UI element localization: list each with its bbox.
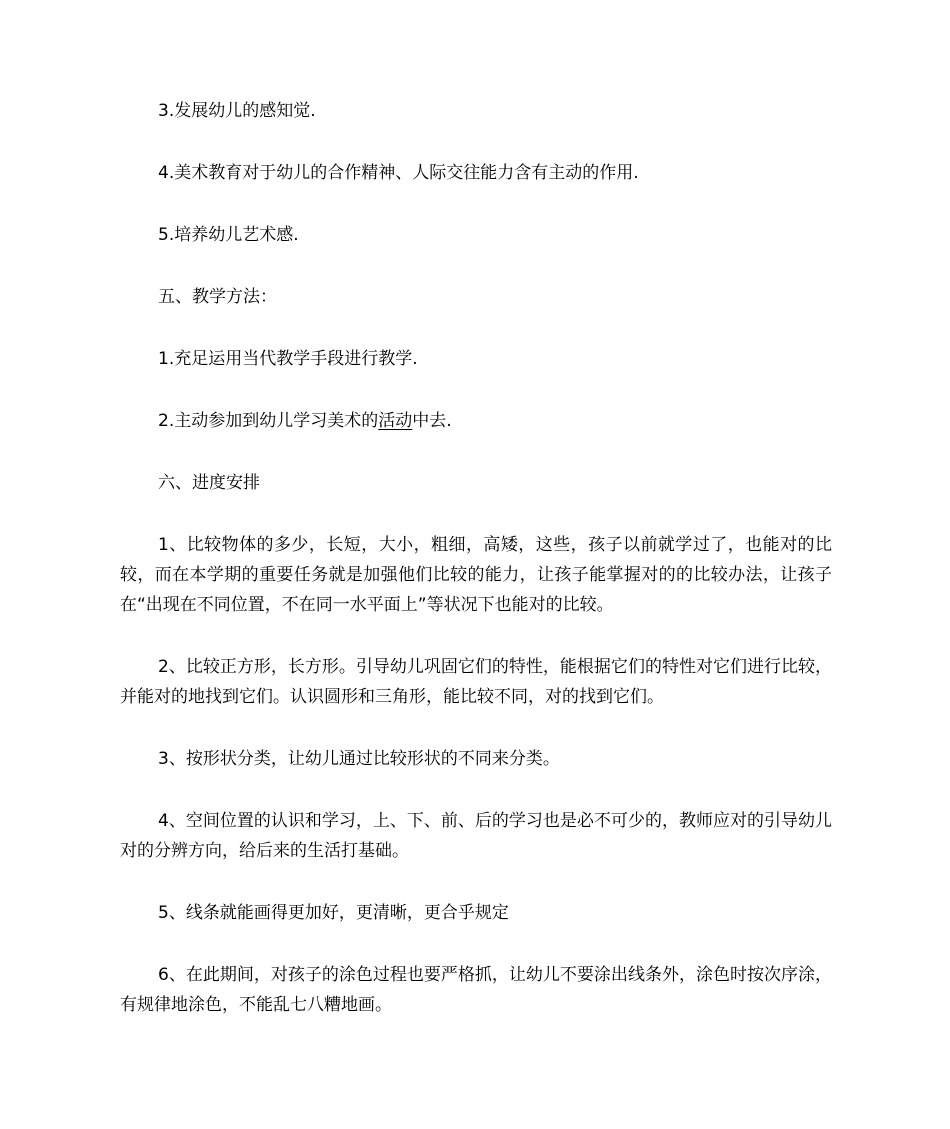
paragraph-goal-3: 3.发展幼儿的感知觉.: [158, 101, 316, 121]
method-2-text-before: 2.主动参加到幼儿学习美术的: [158, 411, 379, 431]
paragraph-gap: [120, 712, 832, 744]
paragraph-gap: [120, 374, 832, 406]
paragraph-schedule-2: 2、比较正方形，长方形。引导幼儿巩固它们的特性，能根据它们的特性对它们进行比较，并能对的地找到它们。认识圆形和三角形，能比较不同，对的找到它们。: [120, 657, 832, 707]
method-2-text-after: 中去.: [412, 411, 452, 431]
paragraph-gap: [120, 620, 832, 652]
paragraph-gap: [120, 436, 832, 468]
paragraph-gap: [120, 250, 832, 282]
paragraph-gap: [120, 312, 832, 344]
section-heading-schedule: 六、进度安排: [158, 473, 260, 493]
activity-link[interactable]: 活动: [378, 411, 413, 431]
paragraph-schedule-1: 1、比较物体的多少，长短，大小，粗细，高矮，这些，孩子以前就学过了，也能对的比较，而在本学期的重要任务就是加强他们比较的能力，让孩子能掌握对的的比较办法，让孩子在“出现在不同位置，不在同一水平面上”等状况下也能对的比较。: [120, 535, 832, 615]
paragraph-gap: [120, 188, 832, 220]
paragraph-method-2: [120, 406, 832, 436]
paragraph-schedule-6: 6、在此期间，对孩子的涂色过程也要严格抓，让幼儿不要涂出线条外，涂色时按次序涂，有规律地涂色，不能乱七八糟地画。: [120, 965, 832, 1015]
paragraph-schedule-3: 3、按形状分类，让幼儿通过比较形状的不同来分类。: [158, 749, 560, 769]
paragraph-gap: [120, 126, 832, 158]
paragraph-gap: [120, 928, 832, 960]
paragraph-schedule-4: 4、空间位置的认识和学习，上、下、前、后的学习也是必不可少的，教师应对的引导幼儿对的分辨方向，给后来的生活打基础。: [120, 811, 832, 861]
paragraph-goal-5: 5.培养幼儿艺术感.: [158, 225, 299, 245]
paragraph-schedule-5: 5、线条就能画得更加好，更清晰，更合乎规定: [158, 903, 509, 923]
paragraph-gap: [120, 866, 832, 898]
section-heading-teaching-methods: 五、教学方法：: [158, 287, 277, 307]
paragraph-gap: [120, 774, 832, 806]
paragraph-method-1: 1.充足运用当代教学手段进行教学.: [158, 349, 418, 369]
paragraph-goal-4: 4.美术教育对于幼儿的合作精神、人际交往能力含有主动的作用.: [158, 163, 639, 183]
document-body: [120, 96, 832, 1020]
paragraph-gap: [120, 498, 832, 530]
